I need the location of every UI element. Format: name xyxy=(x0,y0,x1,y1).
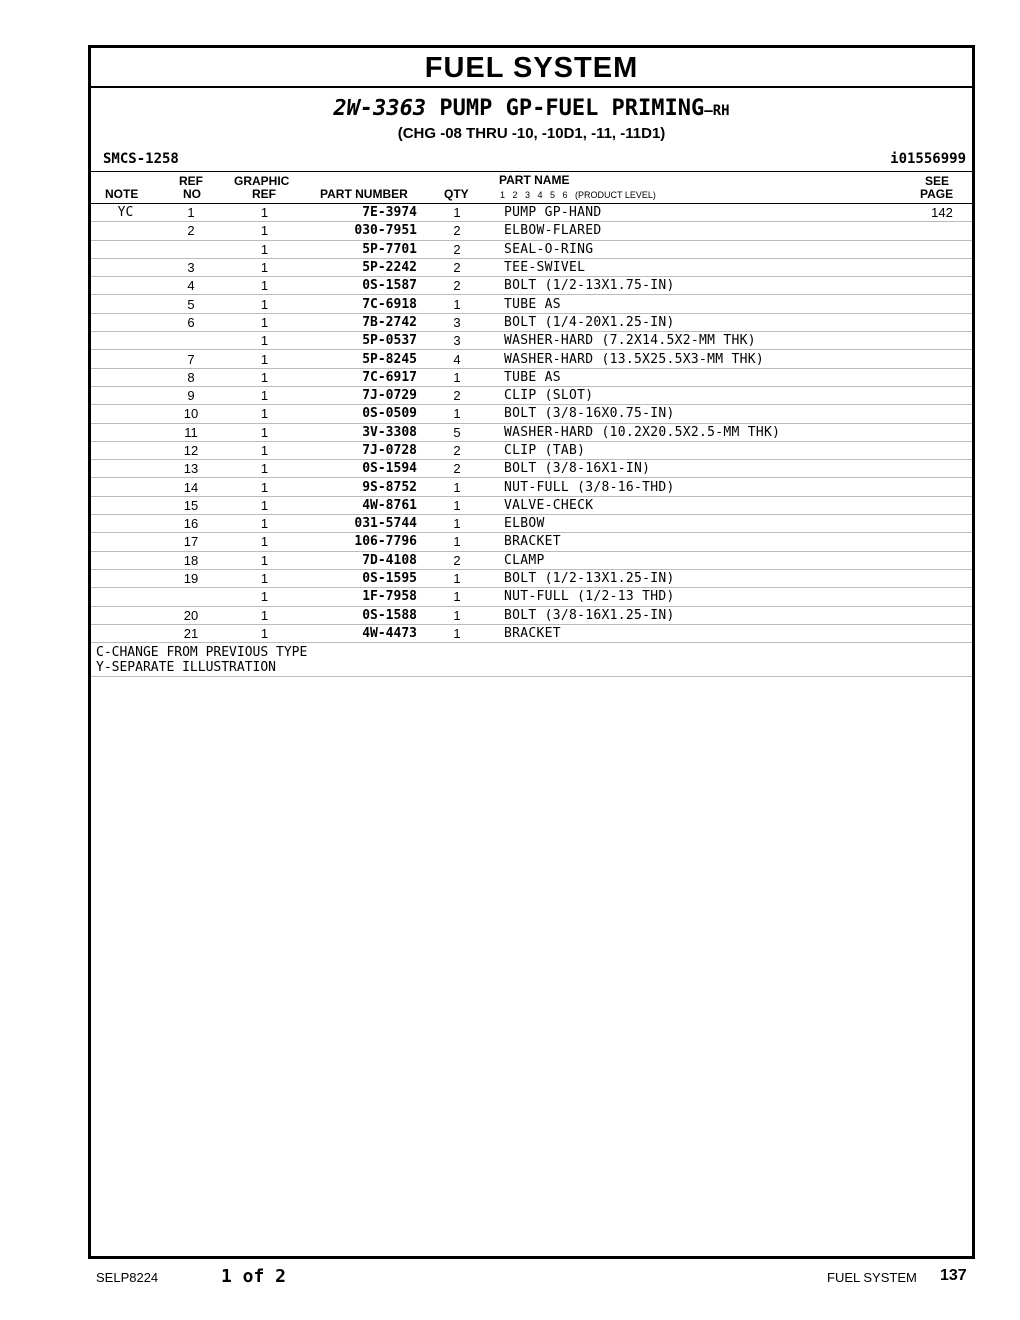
parts-table-body xyxy=(91,204,972,643)
row-qty: 1 xyxy=(417,569,497,587)
row-note xyxy=(91,386,160,404)
row-graphic-ref: 1 xyxy=(222,496,307,514)
row-ref-no: 21 xyxy=(160,624,222,642)
row-ref-no: 19 xyxy=(160,569,222,587)
row-graphic-ref: 1 xyxy=(222,277,307,295)
row-see-page xyxy=(912,515,972,533)
row-part-number: 7C-6917 xyxy=(307,368,417,386)
row-ref-no: 13 xyxy=(160,460,222,478)
row-part-name: BRACKET xyxy=(497,533,912,551)
row-ref-no: 2 xyxy=(160,222,222,240)
row-note xyxy=(91,606,160,624)
group-name: PUMP GP-FUEL PRIMING xyxy=(439,96,705,121)
row-ref-no xyxy=(160,332,222,350)
footnote-separate: Y-SEPARATE ILLUSTRATION xyxy=(96,660,277,676)
table-row xyxy=(91,423,972,441)
row-graphic-ref: 1 xyxy=(222,313,307,331)
row-part-number: 5P-8245 xyxy=(307,350,417,368)
row-qty: 1 xyxy=(417,624,497,642)
section-title: FUEL SYSTEM xyxy=(91,48,972,88)
table-row xyxy=(91,277,972,295)
row-note xyxy=(91,515,160,533)
row-see-page xyxy=(912,313,972,331)
row-ref-no: 8 xyxy=(160,368,222,386)
row-see-page xyxy=(912,258,972,276)
row-graphic-ref: 1 xyxy=(222,295,307,313)
row-see-page xyxy=(912,350,972,368)
row-part-name: BOLT (1/2-13X1.25-IN) xyxy=(497,569,912,587)
row-part-number: 0S-1588 xyxy=(307,606,417,624)
row-ref-no: 18 xyxy=(160,551,222,569)
smcs-code: SMCS-1258 xyxy=(103,151,179,167)
row-qty: 3 xyxy=(417,332,497,350)
header-note: NOTE xyxy=(105,187,139,201)
row-part-name: TUBE AS xyxy=(497,295,912,313)
row-part-name: WASHER-HARD (13.5X25.5X3-MM THK) xyxy=(497,350,912,368)
header-product-level: 1 2 3 4 5 6 (PRODUCT LEVEL) xyxy=(500,190,656,200)
row-see-page xyxy=(912,295,972,313)
row-note xyxy=(91,277,160,295)
row-qty: 1 xyxy=(417,588,497,606)
row-ref-no: 11 xyxy=(160,423,222,441)
row-note xyxy=(91,423,160,441)
header-part-number: PART NUMBER xyxy=(320,187,408,201)
row-part-number: 5P-2242 xyxy=(307,258,417,276)
table-row xyxy=(91,441,972,459)
row-note xyxy=(91,313,160,331)
row-ref-no: 9 xyxy=(160,386,222,404)
table-row xyxy=(91,478,972,496)
footer-page-of: 1 of 2 xyxy=(221,1266,287,1287)
table-row xyxy=(91,204,972,222)
row-qty: 5 xyxy=(417,423,497,441)
row-see-page xyxy=(912,277,972,295)
row-qty: 1 xyxy=(417,295,497,313)
row-see-page xyxy=(912,624,972,642)
row-qty: 2 xyxy=(417,240,497,258)
row-ref-no: 16 xyxy=(160,515,222,533)
row-part-name: TEE-SWIVEL xyxy=(497,258,912,276)
table-row xyxy=(91,332,972,350)
table-row xyxy=(91,386,972,404)
row-see-page xyxy=(912,441,972,459)
row-qty: 2 xyxy=(417,258,497,276)
row-note xyxy=(91,569,160,587)
table-row xyxy=(91,405,972,423)
row-part-number: 030-7951 xyxy=(307,222,417,240)
row-note xyxy=(91,496,160,514)
row-ref-no: 3 xyxy=(160,258,222,276)
table-row xyxy=(91,624,972,642)
row-note: YC xyxy=(91,204,160,222)
row-part-name: TUBE AS xyxy=(497,368,912,386)
row-graphic-ref: 1 xyxy=(222,478,307,496)
row-qty: 1 xyxy=(417,533,497,551)
row-graphic-ref: 1 xyxy=(222,551,307,569)
table-row xyxy=(91,533,972,551)
table-row xyxy=(91,295,972,313)
footer-doc-id: SELP8224 xyxy=(96,1270,159,1285)
row-see-page xyxy=(912,478,972,496)
row-see-page xyxy=(912,386,972,404)
row-qty: 1 xyxy=(417,606,497,624)
row-see-page xyxy=(912,423,972,441)
group-part-number: 2W-3363 xyxy=(333,96,427,121)
row-part-name: BOLT (1/4-20X1.25-IN) xyxy=(497,313,912,331)
row-see-page xyxy=(912,405,972,423)
row-part-number: 4W-8761 xyxy=(307,496,417,514)
illustration-id: i01556999 xyxy=(890,151,966,167)
footer-page-number: 137 xyxy=(940,1267,967,1284)
row-note xyxy=(91,441,160,459)
row-graphic-ref: 1 xyxy=(222,405,307,423)
row-graphic-ref: 1 xyxy=(222,368,307,386)
row-part-number: 7E-3974 xyxy=(307,204,417,222)
row-note xyxy=(91,460,160,478)
row-part-number: 0S-0509 xyxy=(307,405,417,423)
row-qty: 2 xyxy=(417,460,497,478)
row-ref-no: 5 xyxy=(160,295,222,313)
header-see-bottom: PAGE xyxy=(920,187,954,201)
table-row xyxy=(91,368,972,386)
row-graphic-ref: 1 xyxy=(222,386,307,404)
table-row xyxy=(91,606,972,624)
table-row xyxy=(91,258,972,276)
row-qty: 1 xyxy=(417,405,497,423)
row-see-page xyxy=(912,533,972,551)
row-note xyxy=(91,258,160,276)
row-part-name: ELBOW xyxy=(497,515,912,533)
row-qty: 1 xyxy=(417,478,497,496)
row-qty: 2 xyxy=(417,441,497,459)
row-graphic-ref: 1 xyxy=(222,588,307,606)
group-title xyxy=(91,95,972,125)
row-qty: 2 xyxy=(417,386,497,404)
footnote-change: C-CHANGE FROM PREVIOUS TYPE xyxy=(96,645,308,661)
row-part-number: 3V-3308 xyxy=(307,423,417,441)
row-graphic-ref: 1 xyxy=(222,460,307,478)
header-see-top: SEE xyxy=(925,174,950,188)
row-part-number: 7B-2742 xyxy=(307,313,417,331)
row-graphic-ref: 1 xyxy=(222,240,307,258)
row-ref-no: 10 xyxy=(160,405,222,423)
row-ref-no xyxy=(160,588,222,606)
row-see-page xyxy=(912,240,972,258)
change-line: (CHG -08 THRU -10, -10D1, -11, -11D1) xyxy=(397,125,666,142)
smcs-row xyxy=(91,149,972,172)
row-part-name: WASHER-HARD (7.2X14.5X2-MM THK) xyxy=(497,332,912,350)
row-part-name: BOLT (3/8-16X0.75-IN) xyxy=(497,405,912,423)
row-part-name: BOLT (3/8-16X1.25-IN) xyxy=(497,606,912,624)
header-ref-top: REF xyxy=(179,174,203,188)
row-see-page xyxy=(912,368,972,386)
row-note xyxy=(91,533,160,551)
row-qty: 1 xyxy=(417,515,497,533)
row-part-name: NUT-FULL (3/8-16-THD) xyxy=(497,478,912,496)
row-part-number: 7J-0728 xyxy=(307,441,417,459)
row-part-number: 0S-1595 xyxy=(307,569,417,587)
row-part-number: 1F-7958 xyxy=(307,588,417,606)
row-part-number: 7D-4108 xyxy=(307,551,417,569)
row-ref-no: 1 xyxy=(160,204,222,222)
row-ref-no: 7 xyxy=(160,350,222,368)
row-graphic-ref: 1 xyxy=(222,515,307,533)
row-part-name: PUMP GP-HAND xyxy=(497,204,912,222)
row-graphic-ref: 1 xyxy=(222,222,307,240)
row-ref-no: 20 xyxy=(160,606,222,624)
row-ref-no: 15 xyxy=(160,496,222,514)
row-part-name: VALVE-CHECK xyxy=(497,496,912,514)
row-part-number: 0S-1594 xyxy=(307,460,417,478)
row-see-page xyxy=(912,551,972,569)
row-part-name: WASHER-HARD (10.2X20.5X2.5-MM THK) xyxy=(497,423,912,441)
table-row xyxy=(91,515,972,533)
table-row xyxy=(91,496,972,514)
row-note xyxy=(91,551,160,569)
row-part-name: CLAMP xyxy=(497,551,912,569)
row-qty: 2 xyxy=(417,551,497,569)
row-part-number: 5P-7701 xyxy=(307,240,417,258)
row-graphic-ref: 1 xyxy=(222,441,307,459)
row-note xyxy=(91,350,160,368)
row-part-name: CLIP (SLOT) xyxy=(497,386,912,404)
table-row xyxy=(91,240,972,258)
row-part-number: 5P-0537 xyxy=(307,332,417,350)
footer-section: FUEL SYSTEM xyxy=(827,1270,917,1285)
row-ref-no: 4 xyxy=(160,277,222,295)
row-qty: 2 xyxy=(417,222,497,240)
row-graphic-ref: 1 xyxy=(222,569,307,587)
row-qty: 4 xyxy=(417,350,497,368)
row-qty: 1 xyxy=(417,368,497,386)
row-see-page xyxy=(912,588,972,606)
row-qty: 1 xyxy=(417,204,497,222)
row-note xyxy=(91,332,160,350)
row-graphic-ref: 1 xyxy=(222,423,307,441)
row-ref-no: 6 xyxy=(160,313,222,331)
row-note xyxy=(91,624,160,642)
group-side: —RH xyxy=(704,103,730,119)
row-graphic-ref: 1 xyxy=(222,332,307,350)
table-row xyxy=(91,222,972,240)
row-note xyxy=(91,478,160,496)
table-row xyxy=(91,350,972,368)
header-graphic-bottom: REF xyxy=(252,187,276,201)
row-see-page xyxy=(912,222,972,240)
row-see-page: 142 xyxy=(912,204,972,222)
row-graphic-ref: 1 xyxy=(222,624,307,642)
header-part-name: PART NAME xyxy=(499,173,570,187)
row-see-page xyxy=(912,496,972,514)
row-part-name: ELBOW-FLARED xyxy=(497,222,912,240)
footnotes xyxy=(91,643,972,677)
row-graphic-ref: 1 xyxy=(222,204,307,222)
table-header xyxy=(91,172,972,204)
row-part-number: 7C-6918 xyxy=(307,295,417,313)
row-note xyxy=(91,222,160,240)
row-part-name: CLIP (TAB) xyxy=(497,441,912,459)
row-qty: 2 xyxy=(417,277,497,295)
row-ref-no: 17 xyxy=(160,533,222,551)
row-graphic-ref: 1 xyxy=(222,606,307,624)
row-graphic-ref: 1 xyxy=(222,350,307,368)
row-ref-no: 12 xyxy=(160,441,222,459)
table-row xyxy=(91,588,972,606)
row-part-number: 106-7796 xyxy=(307,533,417,551)
row-ref-no xyxy=(160,240,222,258)
table-row xyxy=(91,551,972,569)
row-ref-no: 14 xyxy=(160,478,222,496)
row-part-number: 4W-4473 xyxy=(307,624,417,642)
row-qty: 1 xyxy=(417,496,497,514)
row-see-page xyxy=(912,569,972,587)
table-row xyxy=(91,460,972,478)
header-ref-bottom: NO xyxy=(183,187,201,201)
parts-table xyxy=(91,204,972,643)
table-row xyxy=(91,569,972,587)
row-part-number: 031-5744 xyxy=(307,515,417,533)
row-part-name: BOLT (1/2-13X1.75-IN) xyxy=(497,277,912,295)
row-part-number: 0S-1587 xyxy=(307,277,417,295)
row-see-page xyxy=(912,606,972,624)
row-part-name: NUT-FULL (1/2-13 THD) xyxy=(497,588,912,606)
page-footer xyxy=(0,1266,1020,1290)
header-qty: QTY xyxy=(444,187,469,201)
row-part-name: SEAL-O-RING xyxy=(497,240,912,258)
row-note xyxy=(91,588,160,606)
row-note xyxy=(91,240,160,258)
header-graphic-top: GRAPHIC xyxy=(234,174,290,188)
row-graphic-ref: 1 xyxy=(222,258,307,276)
row-see-page xyxy=(912,460,972,478)
table-row xyxy=(91,313,972,331)
row-note xyxy=(91,295,160,313)
row-part-name: BRACKET xyxy=(497,624,912,642)
row-qty: 3 xyxy=(417,313,497,331)
page-frame xyxy=(88,45,975,1259)
row-part-number: 9S-8752 xyxy=(307,478,417,496)
row-graphic-ref: 1 xyxy=(222,533,307,551)
row-part-number: 7J-0729 xyxy=(307,386,417,404)
row-note xyxy=(91,405,160,423)
row-see-page xyxy=(912,332,972,350)
row-note xyxy=(91,368,160,386)
row-part-name: BOLT (3/8-16X1-IN) xyxy=(497,460,912,478)
